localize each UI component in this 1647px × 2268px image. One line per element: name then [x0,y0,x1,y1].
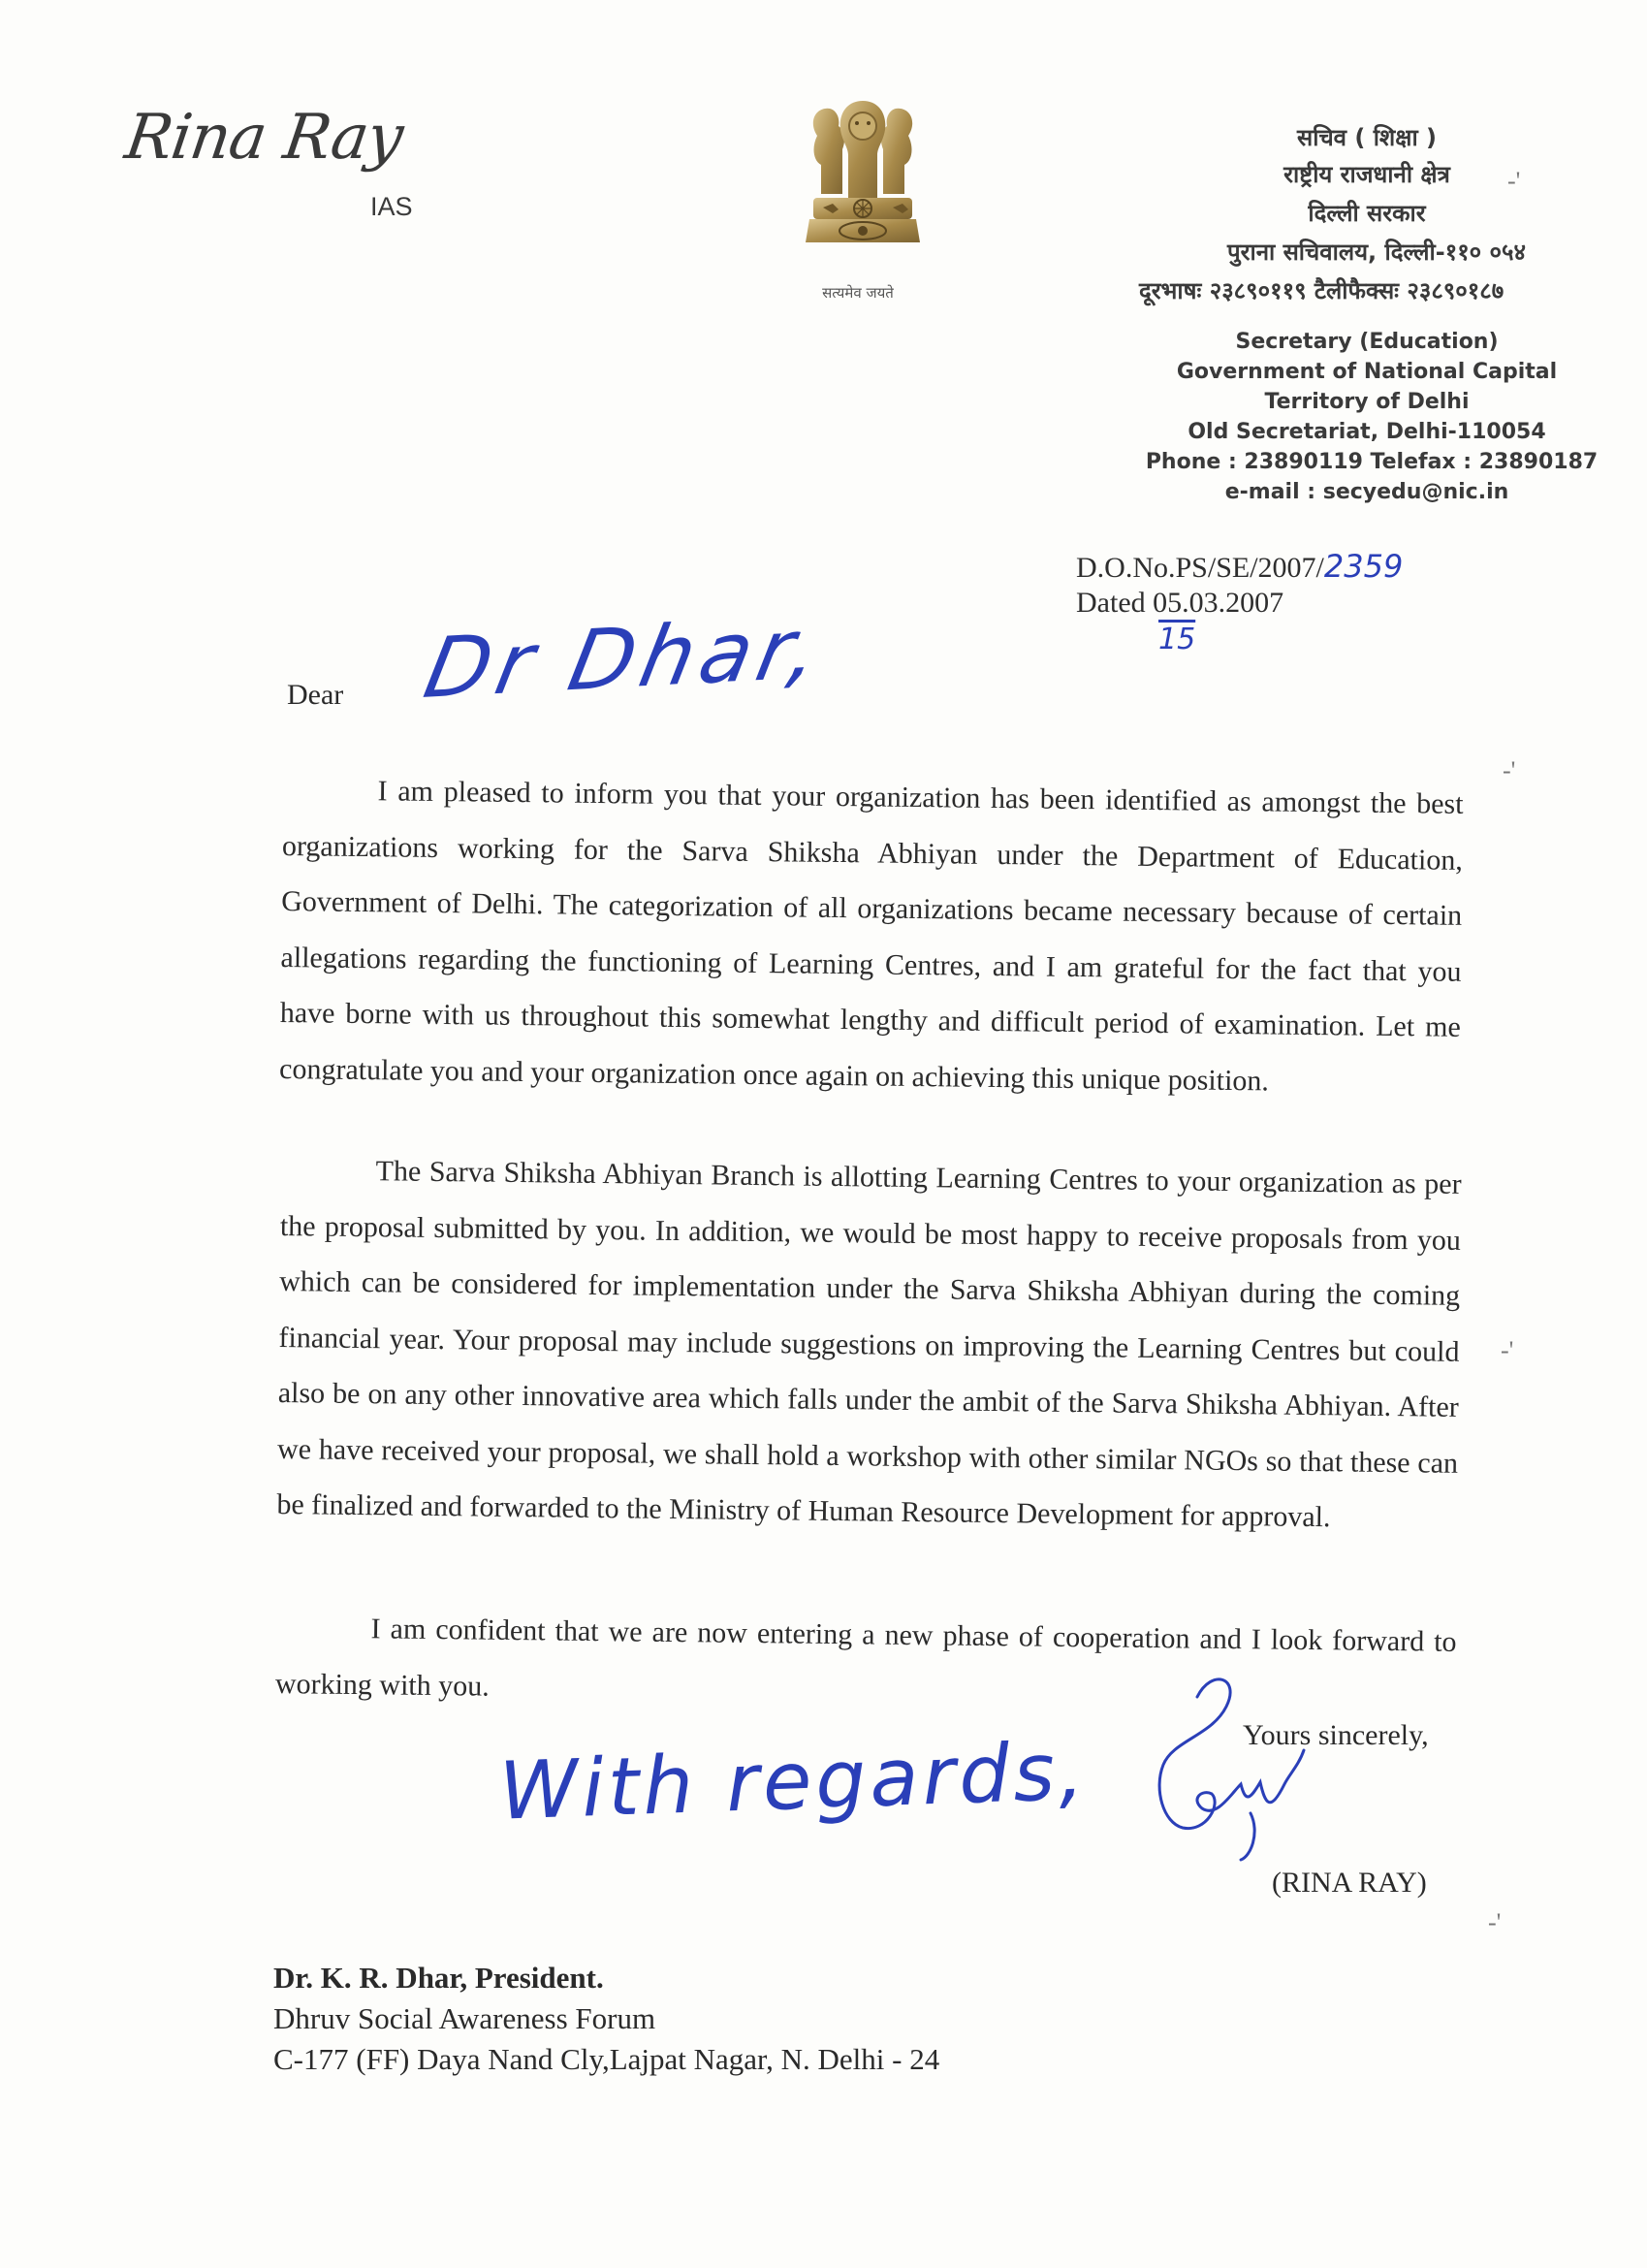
reference-prefix: D.O.No.PS/SE/2007/ [1076,552,1324,584]
date-handwritten-mark: 15 [1158,623,1196,656]
reference-date: Dated 05.03.2007 [1076,587,1284,619]
reference-number [1076,548,1403,585]
address-hindi: पुराना सचिवालय, दिल्ली-११० ०५४ [1227,239,1526,266]
handwritten-regards: With regards, [497,1725,1090,1838]
emblem-motto: सत्यमेव जयते [822,284,894,302]
closing-phrase: Yours sincerely, [1243,1719,1429,1751]
salutation: Dear [287,679,344,711]
designation-english: Secretary (Education) [1235,330,1499,354]
government-english-line1: Government of National Capital [1176,360,1558,384]
scan-mark: -' [1503,756,1516,784]
government-english-line2: Territory of Delhi [1264,390,1470,414]
signatory-name: (RINA RAY) [1272,1867,1427,1899]
body-paragraph-3: I am confident that we are now entering a new phase of cooperation and I look forward to working with you. [274,1613,1457,1703]
letterhead-service: IAS [370,192,413,221]
recipient-organization: Dhruv Social Awareness Forum [273,2001,656,2035]
body-paragraph-2: The Sarva Shiksha Abhiyan Branch is allotting Learning Centres to your organization as per the proposal submitted by you. In addition, we would be most happy to receive proposals from you which can be considered for implementation under the Sarva Shiksha Abhiyan during the coming financial year. Your proposal may include suggestions on improving the Learning Centres but could also be on any other innovative area which falls under the ambit of the Sarva Shiksha Abhiyan. After we have received your proposal, we shall hold a workshop with other similar NGOs so that these can be finalized and forwarded to the Ministry of Human Resource Development for approval. [276,1155,1462,1534]
designation-hindi: सचिव ( शिक्षा ) [1297,124,1437,151]
scan-mark: -' [1501,1336,1514,1364]
scan-mark: -' [1507,167,1521,195]
government-hindi: दिल्ली सरकार [1308,200,1426,227]
national-emblem-icon [800,97,926,291]
phone-english: Phone : 23890119 Telefax : 23890187 [1145,450,1599,474]
scan-mark: -' [1488,1908,1502,1936]
phone-hindi: दूरभाषः २३८९०११९ टैलीफैक्सः २३८९०१८७ [1139,277,1504,304]
recipient-name: Dr. K. R. Dhar, President. [273,1961,604,1995]
reference-handwritten-number: 2359 [1323,548,1404,585]
body-paragraph-1: I am pleased to inform you that your organization has been identified as amongst the best organizations working for the Sarva Shiksha Abhiyan under the Department of Education, Government of Delhi. The categorization of all organizations became necessary because of certain allegations regarding the functioning of Learning Centres, and I am grateful for the fact that you have borne with us throughout this somewhat lengthy and difficult period of examination. Let me congratulate you and your organization once again on achieving this unique position. [278,775,1464,1097]
signature-icon [1105,1668,1318,1862]
address-english: Old Secretariat, Delhi-110054 [1188,420,1546,444]
salutation-handwritten-name: Dr Dhar, [417,599,834,718]
territory-hindi: राष्ट्रीय राजधानी क्षेत्र [1283,161,1450,188]
recipient-address: C-177 (FF) Daya Nand Cly,Lajpat Nagar, N. Delhi - 24 [273,2042,940,2076]
letterhead-name: Rina Ray [120,102,407,174]
email-english: e-mail : secyedu@nic.in [1224,480,1509,504]
